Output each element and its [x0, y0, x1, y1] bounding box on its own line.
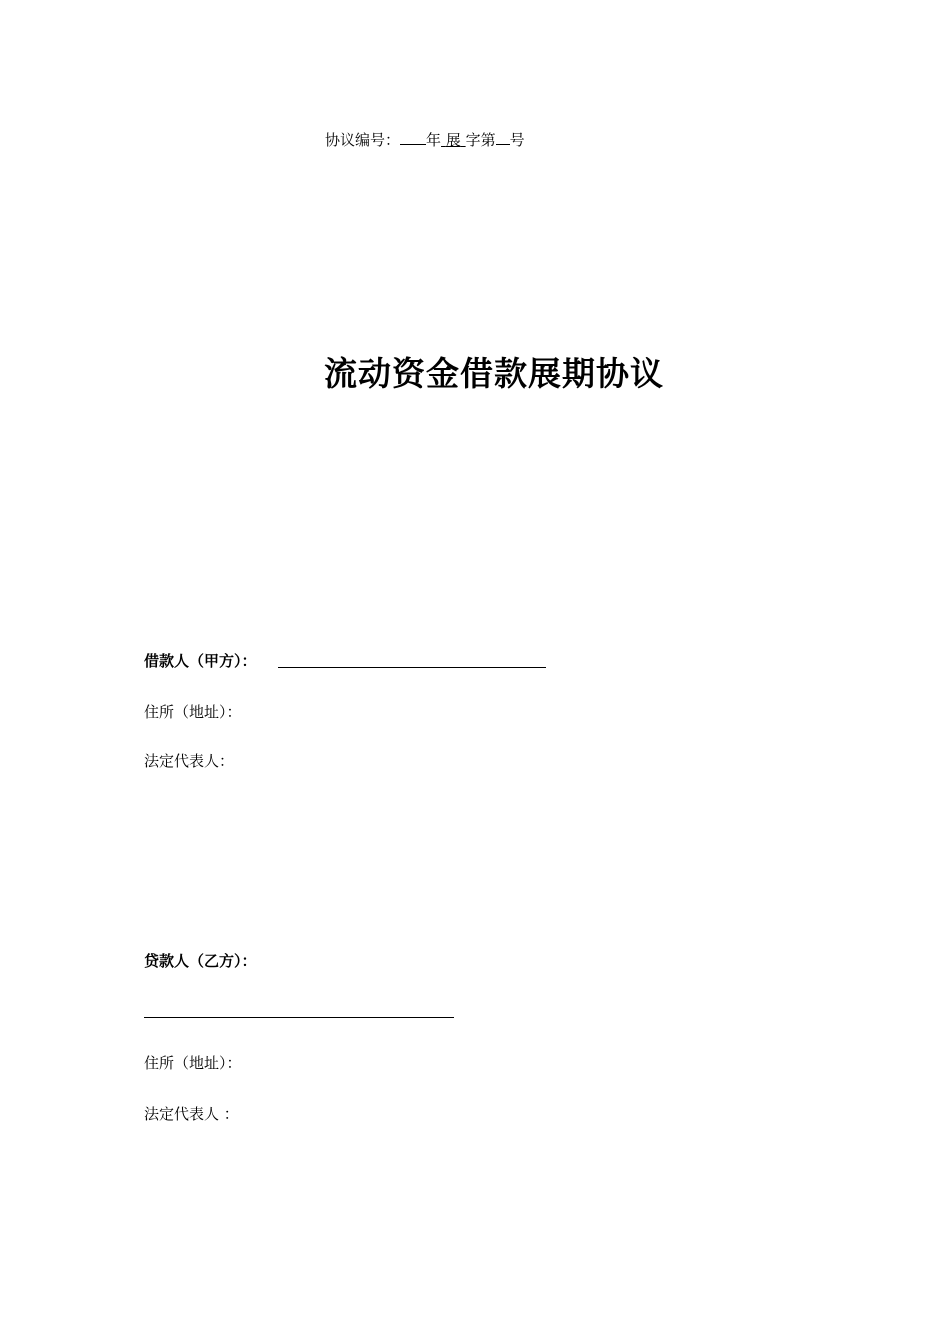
- lender-address-label: 住所（地址）：: [144, 1054, 242, 1072]
- year-blank: [400, 128, 426, 145]
- number-blank: [496, 128, 510, 145]
- borrower-representative-label: 法定代表人：: [144, 752, 235, 770]
- lender-label: 贷款人（乙方）：: [144, 952, 257, 970]
- contract-number-line: [325, 128, 525, 150]
- zhan-char: 展: [445, 131, 461, 149]
- lender-representative-label: 法定代表人 ：: [144, 1105, 239, 1123]
- contract-number-label: 协议编号：: [325, 131, 401, 149]
- hao-char: 号: [509, 131, 525, 149]
- zi-di-chars: 字第: [465, 131, 496, 149]
- borrower-name-line: [278, 667, 546, 668]
- borrower-label: 借款人（甲方）：: [144, 652, 257, 670]
- lender-name-line: [144, 1017, 454, 1018]
- year-char: 年: [426, 131, 442, 149]
- borrower-address-label: 住所（地址）：: [144, 703, 242, 721]
- document-title: 流动资金借款展期协议: [324, 354, 664, 393]
